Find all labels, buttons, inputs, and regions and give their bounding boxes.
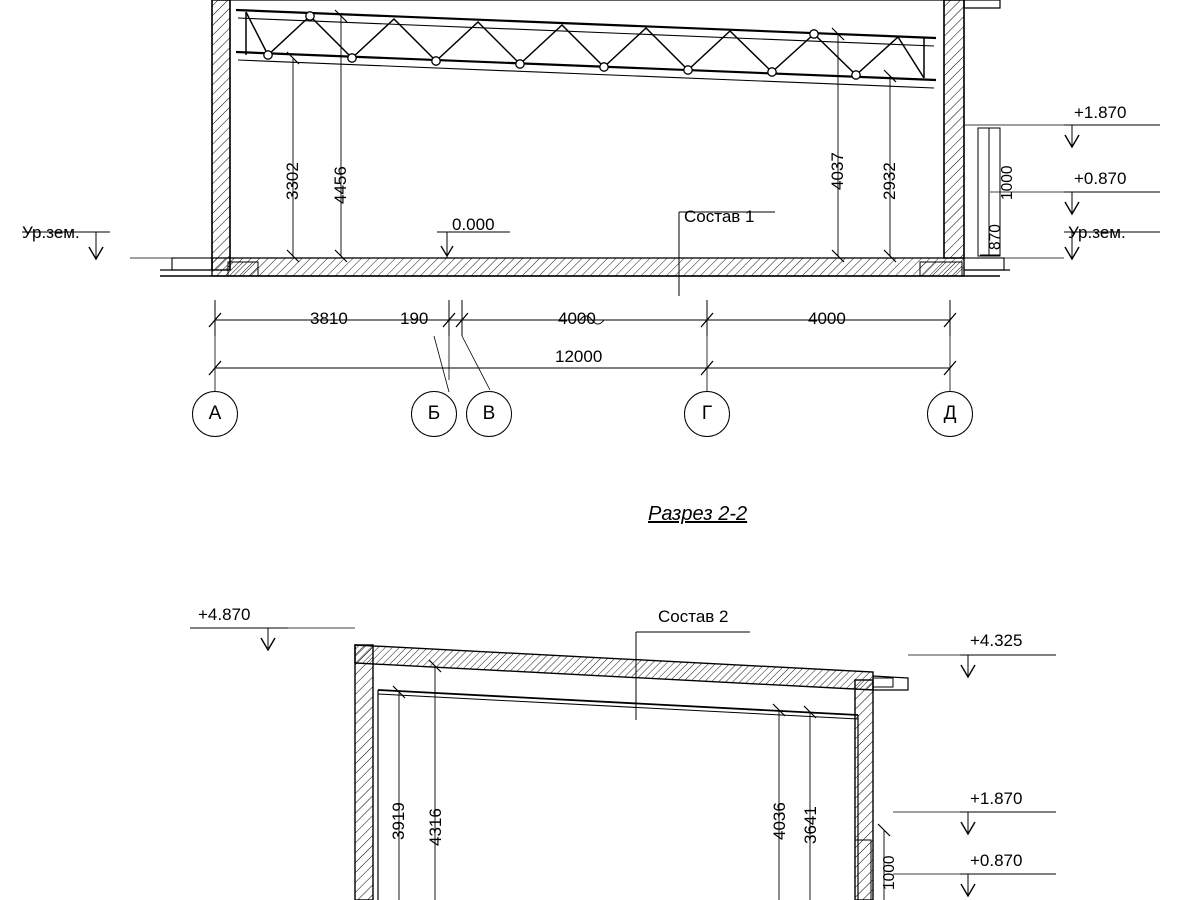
- axis-label-d: Д: [943, 403, 957, 424]
- elevation-0870-section2: +0.870: [970, 851, 1023, 870]
- dim-label-4316: 4316: [426, 808, 445, 846]
- dim-label-870: 870: [987, 224, 1004, 250]
- section2-geometry: [190, 628, 1056, 900]
- axis-marker-g: [684, 391, 730, 437]
- elevation-0870-section1: +0.870: [1074, 169, 1127, 188]
- axis-label-a: А: [208, 403, 222, 424]
- axis-marker-b: [411, 391, 457, 437]
- section1-geometry: [22, 0, 1160, 392]
- dim-label-3302: 3302: [283, 162, 302, 200]
- dim-label-1000-section2: 1000: [881, 855, 898, 890]
- axis-marker-d: [927, 391, 973, 437]
- ground-level-left-label: Ур.зем.: [22, 223, 80, 242]
- dim-label-3641: 3641: [801, 806, 820, 844]
- elevation-4325-section2: +4.325: [970, 631, 1023, 650]
- dim-label-2932: 2932: [880, 162, 899, 200]
- ground-level-right-label: Ур.зем.: [1068, 223, 1126, 242]
- dim-label-3919: 3919: [389, 802, 408, 840]
- dim-label-4036: 4036: [770, 802, 789, 840]
- dim-label-4037: 4037: [828, 152, 847, 190]
- dim-chain-3810: 3810: [310, 309, 348, 328]
- axis-label-v: В: [482, 403, 496, 424]
- dim-chain-190: 190: [400, 309, 429, 328]
- section-title-2-2: Разрез 2-2: [648, 503, 748, 525]
- callout-sostav-1: Состав 1: [684, 207, 755, 226]
- dim-label-4456: 4456: [331, 166, 350, 204]
- dim-total-12000: 12000: [555, 347, 603, 366]
- axis-marker-v: [466, 391, 512, 437]
- elevation-1870-section2: +1.870: [970, 789, 1023, 808]
- callout-sostav-2: Состав 2: [658, 607, 729, 626]
- dim-label-1000: 1000: [999, 165, 1016, 200]
- dim-chain-4000-a: 4000: [558, 309, 596, 328]
- level-zero-label: 0.000: [452, 215, 495, 234]
- axis-label-b: Б: [427, 403, 441, 424]
- elevation-4870-section2: +4.870: [198, 605, 251, 624]
- elevation-1870-section1: +1.870: [1074, 103, 1127, 122]
- dim-chain-4000-b: 4000: [808, 309, 846, 328]
- axis-marker-a: [192, 391, 238, 437]
- axis-label-g: Г: [701, 403, 713, 424]
